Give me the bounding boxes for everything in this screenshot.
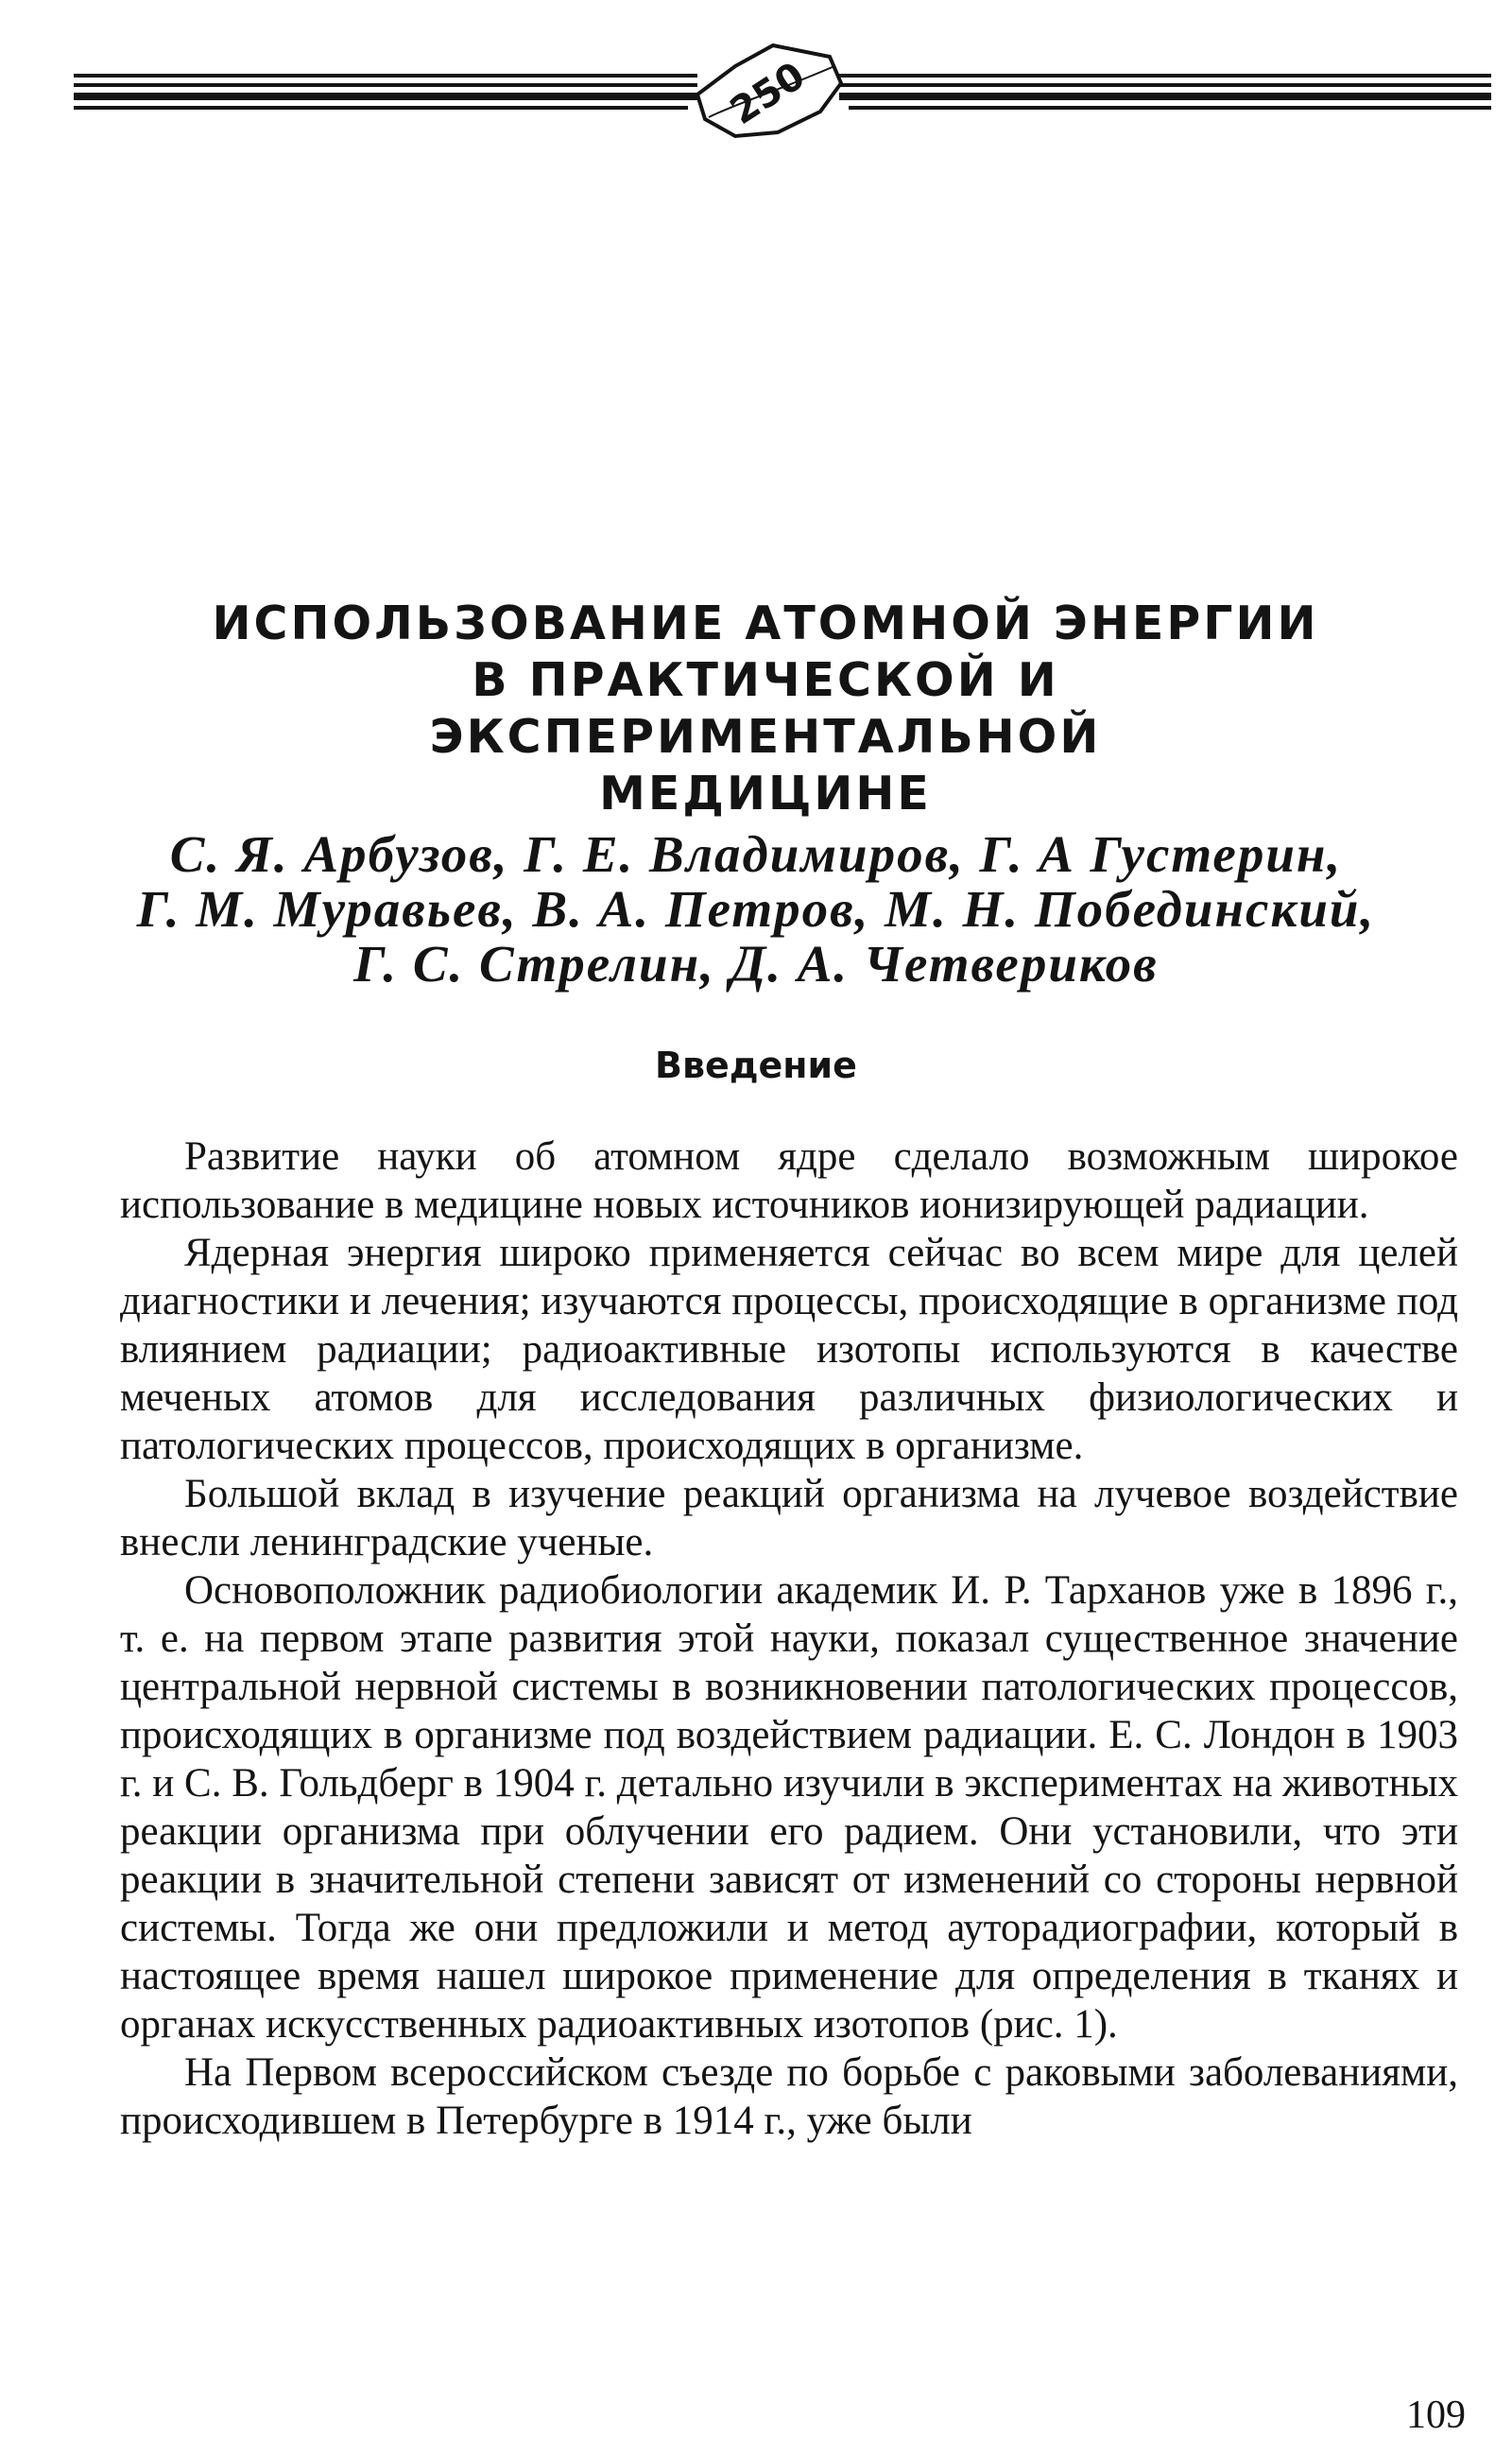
section-heading: Введение	[655, 1045, 857, 1086]
paragraph: На Первом всероссийском съезде по борьбе с раковыми заболеваниями, происходившем в Петербурге в 1914 г., уже были	[120, 2050, 1458, 2143]
rule-left	[74, 74, 697, 110]
author-line: С. Я. Арбузов, Г. Е. Владимиров, Г. А Густерин,	[169, 825, 1343, 883]
paragraph: Ядерная энергия широко применяется сейчас во всем мире для целей диагностики и лечения; изучаются процессы, происходящие в организме под влиянием радиации; радиоактивные изотопы используются в качестве меченых атомов для исследования различных физиологических и патологических процессов, происходящих в организме.	[120, 1231, 1458, 1468]
article-title	[151, 596, 1380, 822]
title-line: В ПРАКТИЧЕСКОЙ И ЭКСПЕРИМЕНТАЛЬНОЙ	[429, 653, 1102, 764]
article-body	[120, 1132, 1458, 2145]
paragraph: Развитие науки об атомном ядре сделало возможным широкое использование в медицине новых источников ионизирующей радиации.	[120, 1134, 1458, 1227]
author-list	[94, 827, 1418, 992]
title-line: МЕДИЦИНЕ	[599, 767, 932, 821]
paragraph: Основоположник радиобиологии академик И. Р. Тарханов уже в 1896 г., т. е. на первом этапе развития этой науки, показал существенное значение центральной нервной системы в возникновении патологических процессов, происходящих в организме под воздействием радиации. Е. С. Лондон в 1903 г. и С. В. Гольдберг в 1904 г. детально изучили в экспериментах на животных реакции организма при облучении его радием. Они установили, что эти реакции в значительной степени зависят от изменений со стороны нервной системы. Тогда же они предложили и метод ауторадиографии, который в настоящее время нашел широкое применение для определения в тканях и органах искусственных радиоактивных изотопов (рис. 1).	[120, 1568, 1458, 2047]
page-number: 109	[1406, 2394, 1466, 2437]
rule-right	[839, 74, 1491, 110]
author-line: Г. С. Стрелин, Д. А. Четвериков	[353, 935, 1159, 993]
header-ornament	[74, 38, 1491, 142]
page-code: 250	[722, 54, 813, 134]
page-code-badge	[697, 45, 841, 136]
author-line: Г. М. Муравьев, В. А. Петров, М. Н. Побединский,	[136, 880, 1376, 938]
paragraph: Большой вклад в изучение реакций организма на лучевое воздействие внесли ленинградские ученые.	[120, 1472, 1458, 1564]
title-line: ИСПОЛЬЗОВАНИЕ АТОМНОЙ ЭНЕРГИИ	[212, 596, 1319, 650]
